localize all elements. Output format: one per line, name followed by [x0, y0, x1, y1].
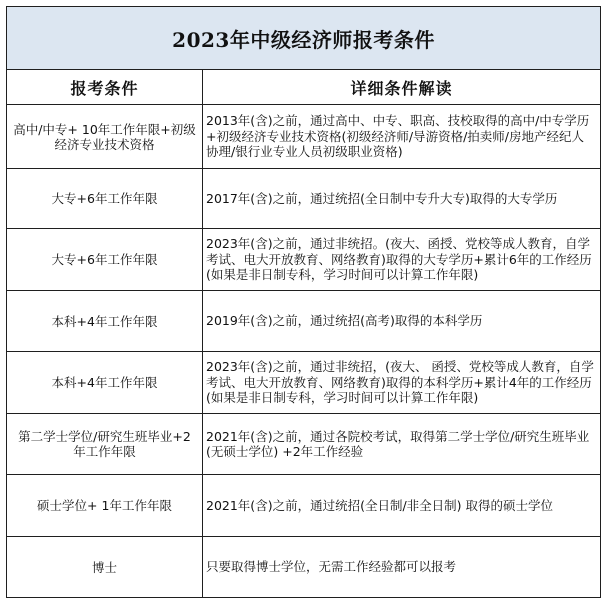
condition-cell: 大专+6年工作年限 [7, 229, 203, 291]
detail-cell: 2013年(含)之前，通过高中、中专、职高、技校取得的高中/中专学历+初级经济专业技术资格(初级经济师/导游资格/拍卖师/房地产经纪人协理/银行业专业人员初级职业资格) [203, 105, 601, 169]
detail-cell: 2021年(含)之前，通过统招(全日制/非全日制) 取得的硕士学位 [203, 475, 601, 537]
detail-cell: 2021年(含)之前，通过各院校考试，取得第二学士学位/研究生班毕业(无硕士学位) +2年工作经验 [203, 414, 601, 475]
header-condition: 报考条件 [7, 70, 203, 105]
requirements-table-container [6, 6, 600, 598]
detail-cell: 2017年(含)之前，通过统招(全日制中专升大专)取得的大专学历 [203, 169, 601, 229]
table-row [7, 105, 601, 169]
detail-cell: 2023年(含)之前，通过非统招。(夜大、函授、党校等成人教育，自学考试、电大开放教育、网络教育)取得的大专学历+累计6年的工作经历(如果是非日制专科，学习时间可以计算工作年限) [203, 229, 601, 291]
detail-cell: 只要取得博士学位，无需工作经验都可以报考 [203, 537, 601, 598]
condition-cell: 博士 [7, 537, 203, 598]
detail-cell: 2019年(含)之前，通过统招(高考)取得的本科学历 [203, 291, 601, 352]
title-row [7, 7, 601, 70]
table-row [7, 352, 601, 414]
condition-cell: 大专+6年工作年限 [7, 169, 203, 229]
table-row [7, 229, 601, 291]
detail-cell: 2023年(含)之前，通过非统招，(夜大、 函授、党校等成人教育，自学考试、电大开放教育、网络教育)取得的本科学历+累计4年的工作经历(如果是非日制专科，学习时间可以计算工作年限) [203, 352, 601, 414]
table-row [7, 291, 601, 352]
requirements-table [6, 6, 601, 598]
condition-cell: 本科+4年工作年限 [7, 291, 203, 352]
header-row [7, 70, 601, 105]
condition-cell: 高中/中专+ 10年工作年限+初级经济专业技术资格 [7, 105, 203, 169]
condition-cell: 硕士学位+ 1年工作年限 [7, 475, 203, 537]
condition-cell: 第二学士学位/研究生班毕业+2年工作年限 [7, 414, 203, 475]
table-row [7, 414, 601, 475]
table-title: 2023年中级经济师报考条件 [7, 7, 601, 70]
header-detail: 详细条件解读 [203, 70, 601, 105]
condition-cell: 本科+4年工作年限 [7, 352, 203, 414]
table-row [7, 475, 601, 537]
table-row [7, 537, 601, 598]
table-row [7, 169, 601, 229]
